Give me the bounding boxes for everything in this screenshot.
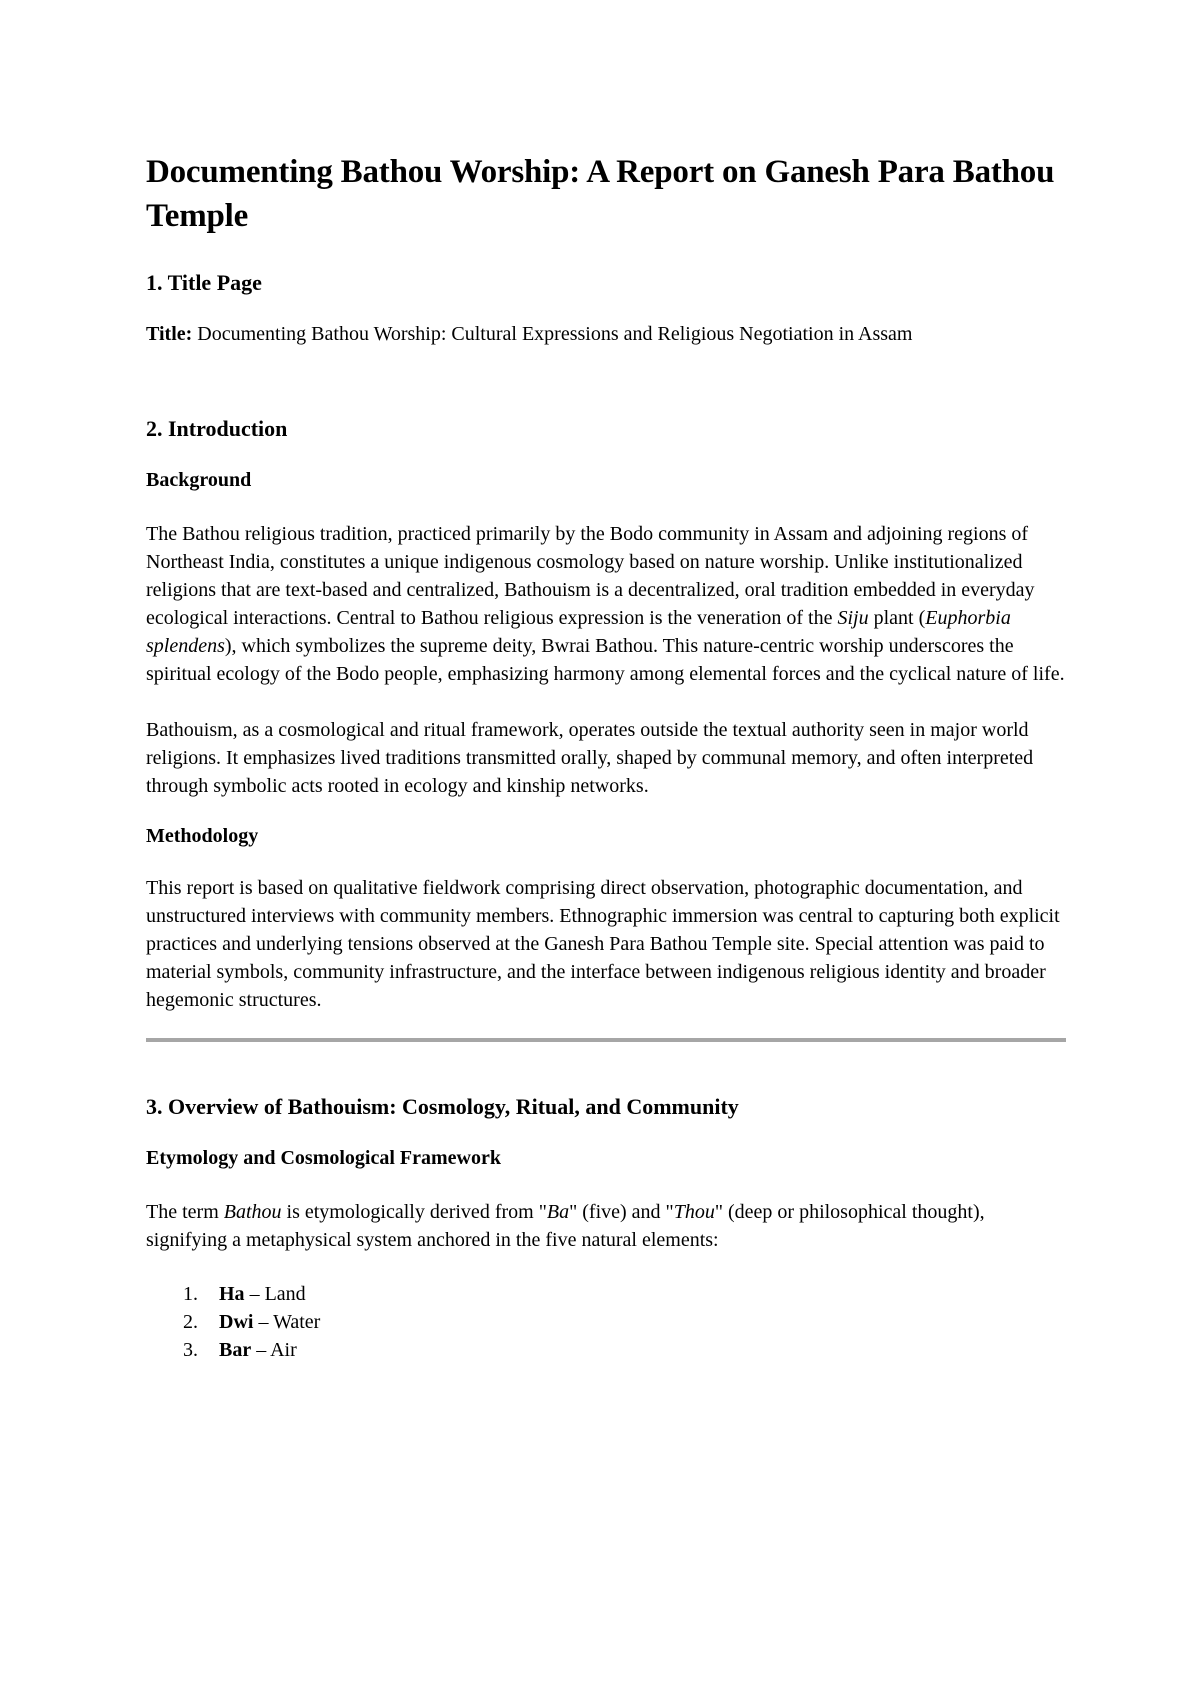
horizontal-rule xyxy=(146,1038,1066,1042)
thou-term: Thou xyxy=(673,1201,715,1223)
subheading-etymology: Etymology and Cosmological Framework xyxy=(146,1147,501,1169)
background-paragraph-1: The Bathou religious tradition, practiced primarily by the Bodo community in Assam and adjoining regions of Northeast India, constitutes a unique indigenous cosmology based on nature worship. Unlike institutionalized religions that are text-based and centralized, Bathouism is a decentralized, oral tradition embedded in everyday ecological interactions. Central to Bathou religious expression is the veneration of the Siju plant (Euphorbia splendens), which symbolizes the supreme deity, Bwrai Bathou. This nature-centric worship underscores the spiritual ecology of the Bodo people, emphasizing harmony among elemental forces and the cyclical nature of life. xyxy=(146,523,1065,685)
section-heading-introduction: 2. Introduction xyxy=(146,416,288,441)
ba-term: Ba xyxy=(546,1201,570,1223)
background-paragraph-2: Bathouism, as a cosmological and ritual framework, operates outside the textual authority seen in major world religions. It emphasizes lived traditions transmitted orally, shaped by communal memory, and often interpreted through symbolic acts rooted in ecology and kinship networks. xyxy=(146,719,1034,797)
subheading-methodology: Methodology xyxy=(146,825,259,847)
elements-list xyxy=(146,1280,1066,1364)
bathou-term: Bathou xyxy=(223,1201,282,1223)
list-item: 3. Bar – Air xyxy=(183,1339,297,1361)
section-heading-overview: 3. Overview of Bathouism: Cosmology, Ritual, and Community xyxy=(146,1094,739,1119)
element-term: Dwi xyxy=(219,1311,254,1333)
etymology-paragraph: The term Bathou is etymologically derived from "Ba" (five) and "Thou" (deep or philosophical thought), signifying a metaphysical system anchored in the five natural elements: xyxy=(146,1201,985,1251)
methodology-paragraph: This report is based on qualitative fieldwork comprising direct observation, photographic documentation, and unstructured interviews with community members. Ethnographic immersion was central to capturing both explicit practices and underlying tensions observed at the Ganesh Para Bathou Temple site. Special attention was paid to material symbols, community infrastructure, and the interface between indigenous religious identity and broader hegemonic structures. xyxy=(146,877,1060,1011)
element-term: Bar xyxy=(219,1339,252,1361)
element-term: Ha xyxy=(219,1283,245,1305)
title-label: Title: xyxy=(146,323,193,345)
title-paragraph xyxy=(146,320,1066,348)
document-body xyxy=(146,150,1066,1364)
list-item: 1. Ha – Land xyxy=(183,1283,306,1305)
subheading-background: Background xyxy=(146,469,252,491)
euphorbia-term: Euphorbia splendens xyxy=(146,607,1011,657)
list-item: 2. Dwi – Water xyxy=(183,1311,321,1333)
document-title: Documenting Bathou Worship: A Report on Ganesh Para Bathou Temple xyxy=(146,154,1055,234)
siju-term: Siju xyxy=(837,607,869,629)
section-heading-title-page: 1. Title Page xyxy=(146,270,262,295)
title-text: Documenting Bathou Worship: Cultural Expressions and Religious Negotiation in Assam xyxy=(197,323,913,345)
